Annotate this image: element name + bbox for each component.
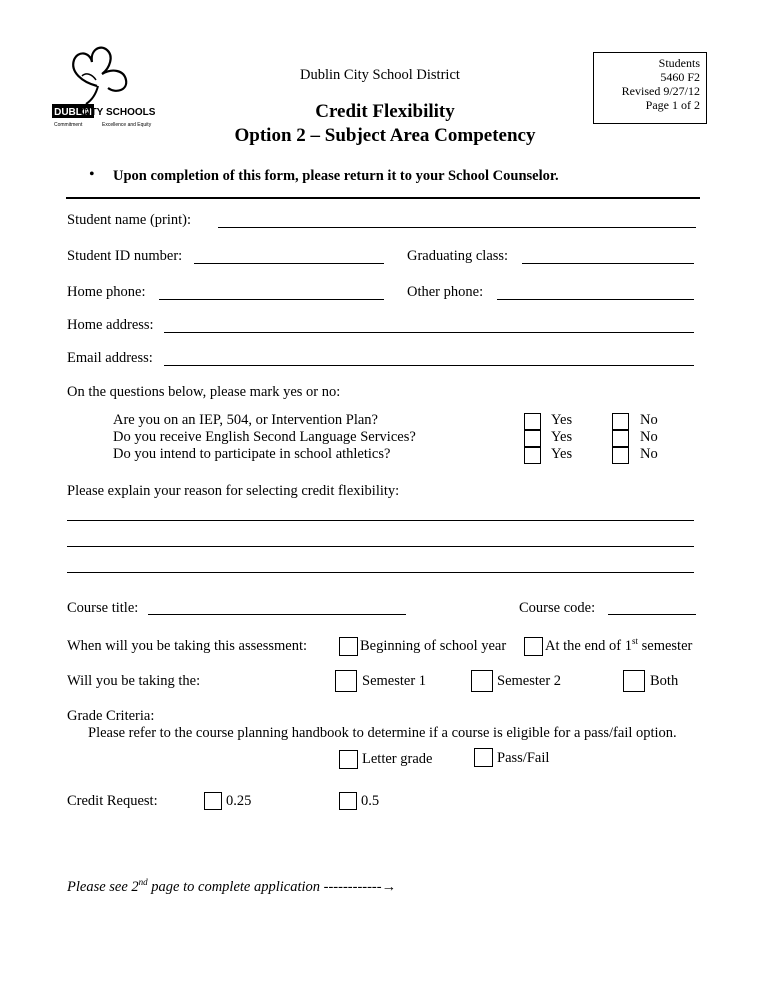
grade-criteria-note: Please refer to the course planning handbook to determine if a course is eligible for a pass/fail option. [88,725,677,741]
iep-yes-checkbox[interactable] [524,413,541,430]
student-name-label: Student name (print): [67,212,192,228]
email-address-label: Email address: [67,350,153,366]
form-title: Credit Flexibility [315,101,455,122]
athletics-yes-checkbox[interactable] [524,447,541,464]
semester-2-checkbox[interactable] [471,670,493,692]
student-id-label: Student ID number: [67,248,183,264]
course-code-field[interactable] [608,614,696,615]
return-instruction: Upon completion of this form, please return it to your School Counselor. [113,168,559,184]
course-title-field[interactable] [148,614,406,615]
idbox-line: Page 1 of 2 [645,98,700,112]
reason-line-2[interactable] [67,546,694,547]
graduating-class-field[interactable] [522,263,694,264]
yes-label: Yes [551,412,573,428]
semester-1-label: Semester 1 [362,673,427,689]
idbox-line: Students [658,56,700,70]
letter-grade-label: Letter grade [362,751,433,767]
iep-no-checkbox[interactable] [612,413,629,430]
course-title-label: Course title: [67,600,139,616]
question-esl: Do you receive English Second Language Services? [113,429,416,445]
student-name-field[interactable] [218,227,696,228]
pass-fail-label: Pass/Fail [497,750,550,766]
home-address-label: Home address: [67,317,154,333]
student-id-field[interactable] [194,263,384,264]
beginning-of-year-checkbox[interactable] [339,637,358,656]
logo-city-schools-text: CITY SCHOOLS [80,107,156,118]
credit-05-checkbox[interactable] [339,792,357,810]
dublin-city-schools-logo [52,42,156,134]
yes-label: Yes [551,446,573,462]
both-semesters-checkbox[interactable] [623,670,645,692]
no-label: No [640,429,658,445]
grade-criteria-label: Grade Criteria: [67,708,155,724]
bullet: • [89,166,95,183]
end-of-semester-label: At the end of 1st semester [545,636,693,654]
email-address-field[interactable] [164,365,694,366]
yes-label: Yes [551,429,573,445]
semester-label: Will you be taking the: [67,673,201,689]
esl-no-checkbox[interactable] [612,430,629,447]
no-label: No [640,446,658,462]
question-iep: Are you on an IEP, 504, or Intervention Plan? [113,412,378,428]
credit-05-label: 0.5 [361,793,380,809]
both-semesters-label: Both [650,673,679,689]
end-of-semester-checkbox[interactable] [524,637,543,656]
continue-note: Please see 2nd page to complete application ------------→ [67,877,397,895]
credit-025-checkbox[interactable] [204,792,222,810]
reason-line-1[interactable] [67,520,694,521]
home-phone-label: Home phone: [67,284,146,300]
home-phone-field[interactable] [159,299,384,300]
question-athletics: Do you intend to participate in school athletics? [113,446,391,462]
no-label: No [640,412,658,428]
semester-1-checkbox[interactable] [335,670,357,692]
credit-request-label: Credit Request: [67,793,158,809]
esl-yes-checkbox[interactable] [524,430,541,447]
form-subtitle: Option 2 – Subject Area Competency [234,125,536,146]
athletics-no-checkbox[interactable] [612,447,629,464]
questions-intro: On the questions below, please mark yes or no: [67,384,341,400]
graduating-class-label: Graduating class: [407,248,509,264]
header-divider [66,197,700,199]
idbox-line: 5460 F2 [660,70,700,84]
policy-id-box [593,52,707,124]
credit-025-label: 0.25 [226,793,252,809]
logo-tagline-right: Excellence and Equity [102,122,152,128]
other-phone-field[interactable] [497,299,694,300]
home-address-field[interactable] [164,332,694,333]
semester-2-label: Semester 2 [497,673,562,689]
idbox-line: Revised 9/27/12 [621,84,700,98]
course-code-label: Course code: [519,600,596,616]
letter-grade-checkbox[interactable] [339,750,358,769]
beginning-of-year-label: Beginning of school year [360,638,507,654]
reason-line-3[interactable] [67,572,694,573]
assessment-label: When will you be taking this assessment: [67,638,308,654]
logo-dublin-text: DUBLIN [54,107,92,118]
logo-tagline-left: Commitment [54,122,83,128]
pass-fail-checkbox[interactable] [474,748,493,767]
reason-label: Please explain your reason for selecting credit flexibility: [67,483,400,499]
arrow-right-icon: → [381,879,397,895]
other-phone-label: Other phone: [407,284,484,300]
district-name: Dublin City School District [300,67,460,83]
